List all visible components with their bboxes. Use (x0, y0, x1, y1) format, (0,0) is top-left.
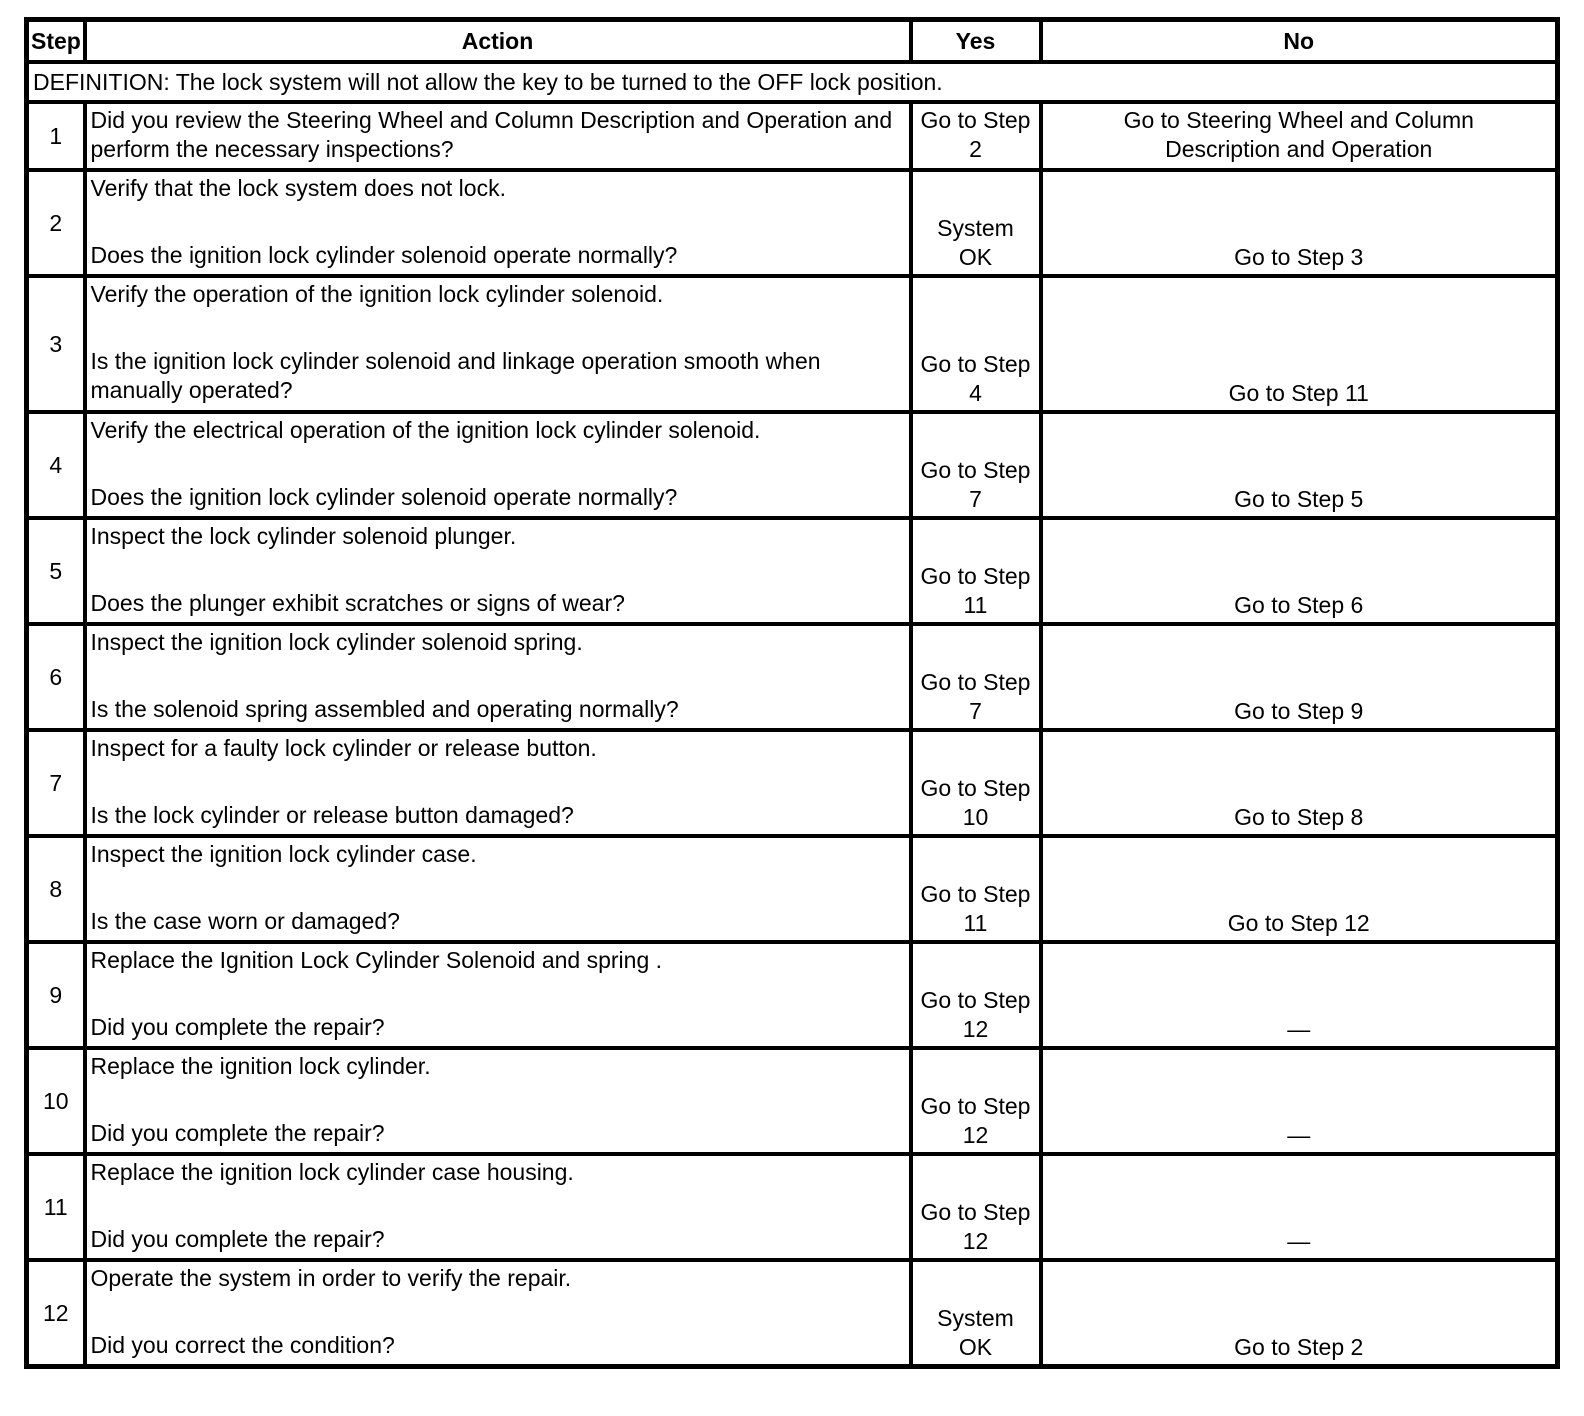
yes-cell (911, 942, 1041, 1048)
header-yes: Yes (911, 20, 1041, 63)
header-no: No (1041, 20, 1558, 63)
question-text: Did you correct the condition? (90, 1332, 395, 1358)
yes-text: Go to Step (920, 457, 1031, 483)
table-row (27, 730, 1558, 836)
action-cell (85, 170, 911, 276)
no-cell (1041, 942, 1558, 1048)
table-row (27, 276, 1558, 412)
dash-mark: — (1287, 1016, 1311, 1042)
action-cell (85, 730, 911, 836)
yes-cell (911, 730, 1041, 836)
yes-text: OK (958, 244, 993, 270)
table-row (27, 170, 1558, 276)
table-row (27, 518, 1558, 624)
yes-text: 12 (962, 1122, 989, 1148)
table-row (27, 1048, 1558, 1154)
spacer (91, 763, 904, 801)
no-text: Go to Step 5 (1234, 486, 1364, 512)
no-cell (1041, 518, 1558, 624)
action-text: Inspect for a faulty lock cylinder or release button. (90, 735, 597, 761)
question-text: Does the plunger exhibit scratches or signs of wear? (90, 590, 625, 616)
action-cell (85, 102, 911, 170)
header-step: Step (27, 20, 85, 63)
action-text: Operate the system in order to verify the repair. (90, 1265, 572, 1291)
question-text: Is the solenoid spring assembled and operating normally? (90, 696, 679, 722)
step-number: 5 (27, 518, 85, 624)
action-text: Did you review the Steering Wheel and Column Description and Operation and perform the necessary inspections? (90, 107, 893, 162)
header-row (27, 20, 1558, 63)
spacer (91, 1081, 904, 1119)
no-text: Go to Step 2 (1234, 1334, 1364, 1360)
yes-text: Go to Step (920, 669, 1031, 695)
yes-cell (911, 412, 1041, 518)
step-number: 9 (27, 942, 85, 1048)
question-text: Did you complete the repair? (90, 1014, 385, 1040)
action-text: Replace the Ignition Lock Cylinder Solenoid and spring . (90, 947, 663, 973)
dash-mark: — (1287, 1122, 1311, 1148)
no-cell (1041, 624, 1558, 730)
spacer (91, 975, 904, 1013)
header-action: Action (85, 20, 911, 63)
yes-text: Go to Step (920, 881, 1031, 907)
definition-text: DEFINITION: The lock system will not allow the key to be turned to the OFF lock position. (27, 62, 1558, 102)
table-row (27, 412, 1558, 518)
no-cell (1041, 730, 1558, 836)
diagnostic-table (24, 17, 1560, 1369)
no-cell (1041, 1260, 1558, 1367)
yes-text: 11 (963, 910, 988, 936)
no-cell (1041, 836, 1558, 942)
yes-text: OK (958, 1334, 993, 1360)
action-text: Inspect the ignition lock cylinder case. (90, 841, 477, 867)
step-number: 2 (27, 170, 85, 276)
step-number: 8 (27, 836, 85, 942)
yes-text: Go to Step (920, 351, 1031, 377)
spacer (91, 309, 904, 347)
yes-text: System (937, 215, 1014, 241)
no-cell (1041, 1048, 1558, 1154)
spacer (91, 551, 904, 589)
no-text: Go to Step 6 (1234, 592, 1364, 618)
table-row (27, 102, 1558, 170)
yes-text: 11 (963, 592, 988, 618)
yes-text: Go to Step (920, 1093, 1031, 1119)
action-cell (85, 1260, 911, 1367)
step-number: 7 (27, 730, 85, 836)
yes-text: Go to Step (920, 987, 1031, 1013)
yes-text: 12 (962, 1016, 989, 1042)
no-text: Go to Step 12 (1227, 910, 1370, 936)
action-text: Verify that the lock system does not lock. (90, 175, 506, 201)
yes-text: 7 (969, 486, 982, 512)
table-row (27, 1154, 1558, 1260)
yes-cell (911, 170, 1041, 276)
step-number: 11 (27, 1154, 85, 1260)
definition-row (27, 62, 1558, 102)
action-cell (85, 276, 911, 412)
question-text: Is the lock cylinder or release button damaged? (90, 802, 574, 828)
spacer (91, 657, 904, 695)
step-number: 4 (27, 412, 85, 518)
no-cell (1041, 412, 1558, 518)
question-text: Did you complete the repair? (90, 1120, 385, 1146)
no-cell (1041, 276, 1558, 412)
no-cell (1041, 102, 1558, 170)
yes-cell (911, 624, 1041, 730)
yes-cell (911, 1154, 1041, 1260)
question-text: Does the ignition lock cylinder solenoid operate normally? (90, 484, 678, 510)
action-cell (85, 412, 911, 518)
yes-text: 7 (969, 698, 982, 724)
yes-text: Go to Step (920, 775, 1031, 801)
yes-cell (911, 1260, 1041, 1367)
yes-cell (911, 836, 1041, 942)
question-text: Did you complete the repair? (90, 1226, 385, 1252)
no-text: Go to Step 9 (1234, 698, 1364, 724)
spacer (91, 1187, 904, 1225)
action-cell (85, 624, 911, 730)
yes-text: Go to Step (920, 563, 1031, 589)
action-cell (85, 836, 911, 942)
spacer (91, 1293, 904, 1331)
action-cell (85, 942, 911, 1048)
question-text: Is the ignition lock cylinder solenoid and linkage operation smooth when manually operated? (90, 348, 821, 403)
step-number: 12 (27, 1260, 85, 1367)
action-text: Verify the electrical operation of the ignition lock cylinder solenoid. (90, 417, 761, 443)
no-text: Description and Operation (1165, 136, 1433, 162)
step-number: 10 (27, 1048, 85, 1154)
step-number: 1 (27, 102, 85, 170)
action-text: Inspect the ignition lock cylinder solenoid spring. (90, 629, 583, 655)
table-row (27, 624, 1558, 730)
table-row (27, 836, 1558, 942)
yes-cell (911, 276, 1041, 412)
action-text: Replace the ignition lock cylinder. (90, 1053, 431, 1079)
yes-text: 4 (969, 380, 982, 406)
yes-text: 10 (962, 804, 989, 830)
action-text: Inspect the lock cylinder solenoid plunger. (90, 523, 517, 549)
spacer (91, 445, 904, 483)
no-text: Go to Step 3 (1234, 244, 1364, 270)
yes-cell (911, 1048, 1041, 1154)
yes-text: Go to Step (920, 1199, 1031, 1225)
yes-text: 12 (962, 1228, 989, 1254)
no-text: Go to Step 11 (1228, 380, 1369, 406)
spacer (91, 869, 904, 907)
no-text: Go to Steering Wheel and Column (1123, 107, 1474, 133)
step-number: 6 (27, 624, 85, 730)
action-cell (85, 1154, 911, 1260)
yes-text: 2 (969, 136, 982, 162)
yes-cell (911, 518, 1041, 624)
yes-text: Go to Step (920, 107, 1031, 133)
question-text: Does the ignition lock cylinder solenoid operate normally? (90, 242, 678, 268)
table-row (27, 1260, 1558, 1367)
question-text: Is the case worn or damaged? (90, 908, 400, 934)
dash-mark: — (1287, 1228, 1311, 1254)
no-cell (1041, 170, 1558, 276)
no-cell (1041, 1154, 1558, 1260)
spacer (91, 203, 904, 241)
no-text: Go to Step 8 (1234, 804, 1364, 830)
action-cell (85, 1048, 911, 1154)
action-cell (85, 518, 911, 624)
yes-cell (911, 102, 1041, 170)
step-number: 3 (27, 276, 85, 412)
table-row (27, 942, 1558, 1048)
yes-text: System (937, 1305, 1014, 1331)
action-text: Verify the operation of the ignition lock cylinder solenoid. (90, 281, 664, 307)
action-text: Replace the ignition lock cylinder case housing. (90, 1159, 574, 1185)
